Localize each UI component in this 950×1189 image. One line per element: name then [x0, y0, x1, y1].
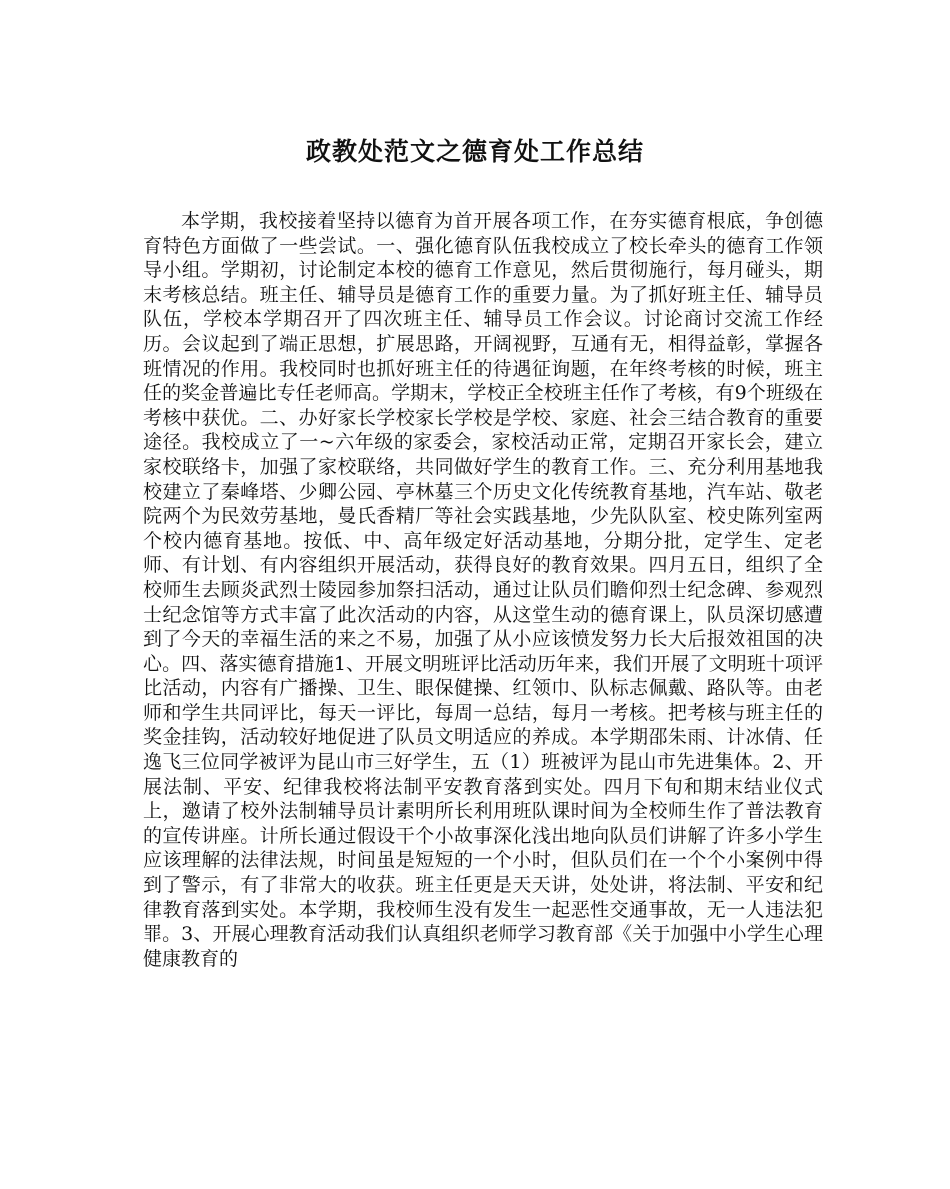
document-body-paragraph: 本学期，我校接着坚持以德育为首开展各项工作，在夯实德育根底，争创德育特色方面做了一些尝试。一、强化德育队伍我校成立了校长牵头的德育工作领导小组。学期初，讨论制定本校的德育工作意见，然后贯彻施行，每月碰头，期末考核总结。班主任、辅导员是德育工作的重要力量。为了抓好班主任、辅导员队伍，学校本学期召开了四次班主任、辅导员工作会议。讨论商讨交流工作经历。会议起到了端正思想，扩展思路，开阔视野，互通有无，相得益彰，掌握各班情况的作用。我校同时也抓好班主任的待遇征询题，在年终考核的时候，班主任的奖金普遍比专任老师高。学期末，学校正全校班主任作了考核，有9个班级在考核中获优。二、办好家长学校家长学校是学校、家庭、社会三结合教育的重要途径。我校成立了一~六年级的家委会，家校活动正常，定期召开家长会，建立家校联络卡，加强了家校联络，共同做好学生的教育工作。三、充分利用基地我校建立了秦峰塔、少卿公园、亭林墓三个历史文化传统教育基地，汽车站、敬老院两个为民效劳基地，曼氏香精厂等社会实践基地，少先队队室、校史陈列室两个校内德育基地。按低、中、高年级定好活动基地，分期分批，定学生、定老师、有计划、有内容组织开展活动，获得良好的教育效果。四月五日，组织了全校师生去顾炎武烈士陵园参加祭扫活动，通过让队员们瞻仰烈士纪念碑、参观烈士纪念馆等方式丰富了此次活动的内容，从这堂生动的德育课上，队员深切感遭到了今天的幸福生活的来之不易，加强了从小应该愤发努力长大后报效祖国的决心。四、落实德育措施1、开展文明班评比活动历年来，我们开展了文明班十项评比活动，内容有广播操、卫生、眼保健操、红领巾、队标志佩戴、路队等。由老师和学生共同评比，每天一评比，每周一总结，每月一考核。把考核与班主任的奖金挂钩，活动较好地促进了队员文明适应的养成。本学期邵朱雨、计冰倩、任逸飞三位同学被评为昆山市三好学生，五（1）班被评为昆山市先进集体。2、开展法制、平安、纪律我校将法制平安教育落到实处。四月下旬和期末结业仪式上，邀请了校外法制辅导员计素明所长利用班队课时间为全校师生作了普法教育的宣传讲座。计所长通过假设干个小故事深化浅出地向队员们讲解了许多小学生应该理解的法律法规，时间虽是短短的一个小时，但队员们在一个个小案例中得到了警示，有了非常大的收获。班主任更是天天讲，处处讲，将法制、平安和纪律教育落到实处。本学期，我校师生没有发生一起恶性交通事故，无一人违法犯罪。3、开展心理教育活动我们认真组织老师学习教育部《关于加强中小学生心理健康教育的 [143, 210, 823, 970]
document-title: 政教处范文之德育处工作总结 [305, 137, 644, 166]
